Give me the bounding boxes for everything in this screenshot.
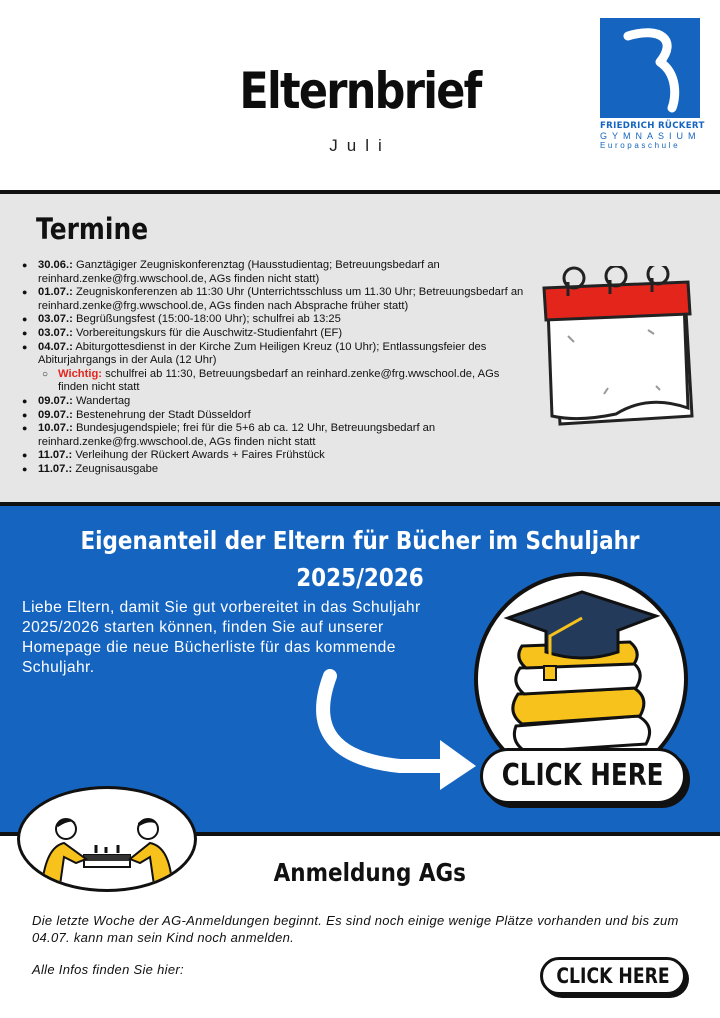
ag-info-text: Alle Infos finden Sie hier:: [32, 962, 184, 977]
books-section: [0, 506, 720, 832]
logo-line-1: FRIEDRICH RÜCKERT: [600, 121, 705, 131]
logo-line-2: GYMNASIUM: [600, 131, 701, 141]
termine-item: ● 03.07.: Vorbereitungskurs für die Auschwitz-Studienfahrt (EF): [22, 327, 532, 341]
curved-arrow-icon: [300, 666, 480, 796]
termine-item: ● 01.07.: Zeugniskonferenzen ab 11:30 Uhr (Unterrichtsschluss um 11.30 Uhr; Betreuungsbedarf an reinhard.zenke@frg.wwschool.de, AGs finden nach Absprache früher statt): [22, 286, 532, 313]
termine-item: ● 11.07.: Verleihung der Rückert Awards + Faires Frühstück: [22, 449, 532, 463]
termine-section: [0, 194, 720, 502]
logo-line-3: Europaschule: [600, 141, 681, 150]
ag-click-here-button[interactable]: CLICK HERE: [540, 957, 686, 995]
termine-title: Termine: [36, 212, 149, 246]
ag-title: Anmeldung AGs: [273, 858, 467, 887]
page-title: Elternbrief: [239, 62, 481, 120]
termine-note: ○ Wichtig: schulfrei ab 11:30, Betreuungsbedarf an reinhard.zenke@frg.wwschool.de, AGs finden nicht statt: [22, 368, 532, 395]
school-logo: [600, 18, 705, 150]
books-click-here-button[interactable]: CLICK HERE: [480, 748, 686, 804]
ag-text: Die letzte Woche der AG-Anmeldungen beginnt. Es sind noch einige wenige Plätze vorhanden und bis zum 04.07. kann man sein Kind noch anmelden.: [32, 913, 679, 945]
important-label: Wichtig:: [58, 367, 103, 380]
page-subtitle: Juli: [329, 136, 391, 155]
termine-item: ● 30.06.: Ganztägiger Zeugniskonferenztag (Hausstudientag; Betreuungsbedarf an reinhard.zenke@frg.wwschool.de, AGs finden nicht statt): [22, 259, 532, 286]
termine-item: ● 10.07.: Bundesjugendspiele; frei für die 5+6 ab ca. 12 Uhr, Betreuungsbedarf an reinhard.zenke@frg.wwschool.de, AGs finden nicht statt: [22, 422, 532, 449]
calendar-icon: [538, 266, 698, 436]
books-text: Liebe Eltern, damit Sie gut vorbereitet in das Schuljahr 2025/2026 starten können, finden Sie auf unserer Homepage die neue Bücherliste für das kommende Schuljahr.: [22, 599, 421, 676]
books-title: Eigenanteil der Eltern für Bücher im Schuljahr 2025/2026: [80, 526, 640, 592]
termine-item: ● 03.07.: Begrüßungsfest (15:00-18:00 Uhr); schulfrei ab 13:25: [22, 313, 532, 327]
termine-item: ● 04.07.: Abiturgottesdienst in der Kirche Zum Heiligen Kreuz (10 Uhr); Entlassungsfeier des Abiturjahrgangs in der Aula (12 Uhr): [22, 341, 532, 368]
chess-players-icon: [17, 786, 197, 892]
termine-item: ● 11.07.: Zeugnisausgabe: [22, 463, 532, 477]
termine-item: ● 09.07.: Bestenehrung der Stadt Düsseldorf: [22, 409, 532, 423]
termine-item: ● 09.07.: Wandertag: [22, 395, 532, 409]
letter-header: [0, 0, 720, 190]
logo-mark-icon: [600, 18, 700, 118]
termine-list: [22, 259, 532, 477]
